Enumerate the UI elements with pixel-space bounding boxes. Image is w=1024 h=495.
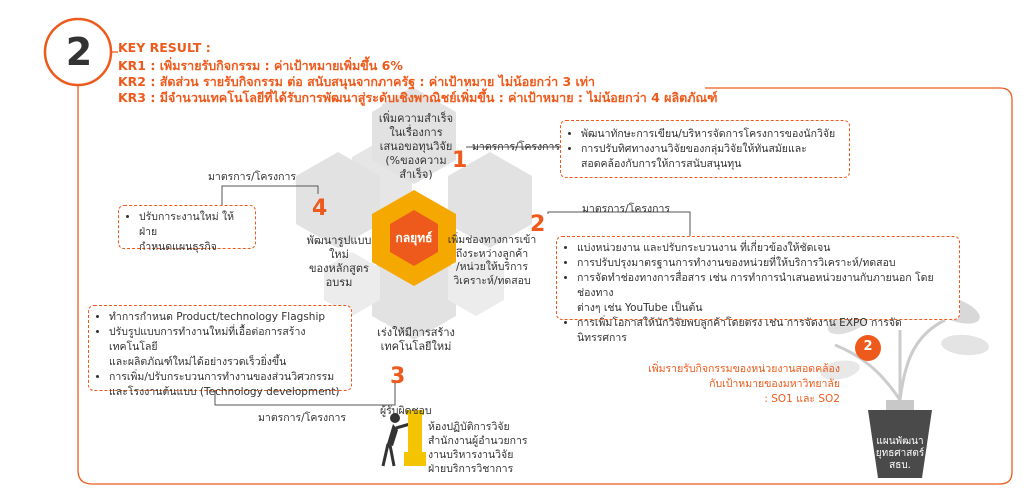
list-item: • การปรับปรุงมาตรฐานการทำงานของหน่วยที่ให้บริการวิเคราะห์/ทดสอบ [577, 256, 951, 271]
list-item: ต่างๆ เช่น YouTube เป็นต้น [577, 302, 703, 314]
kr2-text: KR2 : สัดส่วน รายรับกิจกรรม ต่อ สนับสนุนจากภาครัฐ : ค่าเป้าหมาย ไม่น้อยกว่า 3 เท่า [118, 74, 596, 89]
list-item: กำหนดแผนธุรกิจ [139, 241, 217, 253]
list-item: • แบ่งหน่วยงาน และปรับกระบวนงาน ที่เกี่ยวข้องให้ชัดเจน [577, 241, 951, 256]
list-item: สอดคล้องกับการให้การสนับสนุนทุน [581, 158, 742, 170]
strategy-2-measure-label: มาตรการ/โครงการ [582, 203, 671, 215]
strategy-2-text: เพิ่มช่องทางการเข้า ถึงระหว่างลูกค้า /หน่วยให้บริการ วิเคราะห์/ทดสอบ [447, 234, 537, 287]
list-item: • ทำการกำหนด Product/technology Flagship [109, 310, 343, 325]
strategy-1-number: 1 [452, 148, 468, 173]
strategy-3-measure-label: มาตรการ/โครงการ [258, 412, 347, 424]
strategy-3-text: เร่งให้มีการสร้าง เทคโนโลยีใหม่ [377, 326, 455, 353]
list-item: • การเพิ่ม/ปรับกระบวนการทำงานของส่วนวิศวกรรม [109, 370, 343, 385]
list-item: • ปรับรูปแบบการทำงานใหม่ที่เอื้อต่อการสร้างเทคโนโลยี [109, 325, 343, 355]
strategy-1-box [560, 120, 850, 178]
strategy-2-number: 2 [530, 212, 546, 237]
strategy-4-measure-label: มาตรการ/โครงการ [208, 171, 297, 183]
strategy-3-number: 3 [390, 364, 406, 389]
strategy-4-number: 4 [312, 196, 328, 221]
list-item: • พัฒนาทักษะการเขียน/บริหารจัดการโครงการของนักวิจัย [581, 127, 841, 142]
kr1-text: KR1 : เพิ่มรายรับกิจกรรม : ค่าเป้าหมายเพิ่มขึ้น 6% [118, 58, 403, 73]
strategy-1-measure-label: มาตรการ/โครงการ [472, 141, 561, 153]
strategy-2-box [556, 236, 960, 344]
pot-label: แผนพัฒนา ยุทธศาสตร์ สธบ. [875, 436, 925, 471]
strategy-4-box [118, 205, 256, 253]
responsible-label: ผู้รับผิดชอบ [380, 405, 432, 417]
list-item: และผลิตภัณฑ์ใหม่ได้อย่างรวดเร็วยิ่งขึ้น [109, 356, 287, 368]
section-number: 2 [65, 30, 93, 74]
strategy-4-text: พัฒนารูปแบบใหม่ ของหลักสูตรอบรม [306, 234, 372, 289]
goal-badge-number: 2 [863, 339, 873, 354]
list-item: • การจัดทำช่องทางการสื่อสาร เช่น การทำการนำเสนอหน่วยงานกับภายนอก โดยช่องทาง [577, 271, 951, 301]
key-result-heading: KEY RESULT : [118, 40, 211, 55]
list-item: และโรงงานต้นแบบ (Technology development) [109, 386, 340, 398]
responsible-list: ห้องปฏิบัติการวิจัย สำนักงานผู้อำนวยการ งานบริหารงานวิจัย ฝ่ายบริการวิชาการ [428, 421, 528, 475]
strategy-1-text: เพิ่มความสำเร็จ ในเรื่องการ เสนอขอทุนวิจัย (%ของความสำเร็จ) [378, 112, 454, 181]
list-item: • การเพิ่มโอกาสให้นักวิจัยพบลูกค้าโดยตรง เช่น การจัดงาน EXPO การจัดนิทรรศการ [577, 316, 951, 346]
person-icon [383, 410, 426, 466]
kr3-text: KR3 : มีจำนวนเทคโนโลยีที่ได้รับการพัฒนาสู่ระดับเชิงพาณิชย์เพิ่มขึ้น : ค่าเป้าหมาย : ไม่น้อยกว่า 4 ผลิตภัณฑ์ [118, 90, 718, 105]
center-label: กลยุทธ์ [395, 231, 433, 245]
strategy-3-box [88, 305, 352, 398]
goal-text: เพิ่มรายรับกิจกรรมของหน่วยงานสอดคล้อง กับเป้าหมายของมหาวิทยาลัย : SO1 และ SO2 [648, 363, 840, 405]
list-item: • ปรับการะงานใหม่ ให้ฝ่าย [139, 210, 247, 240]
list-item: • การปรับทิศทางงานวิจัยของกลุ่มวิจัยให้ทันสมัยและ [581, 142, 841, 157]
